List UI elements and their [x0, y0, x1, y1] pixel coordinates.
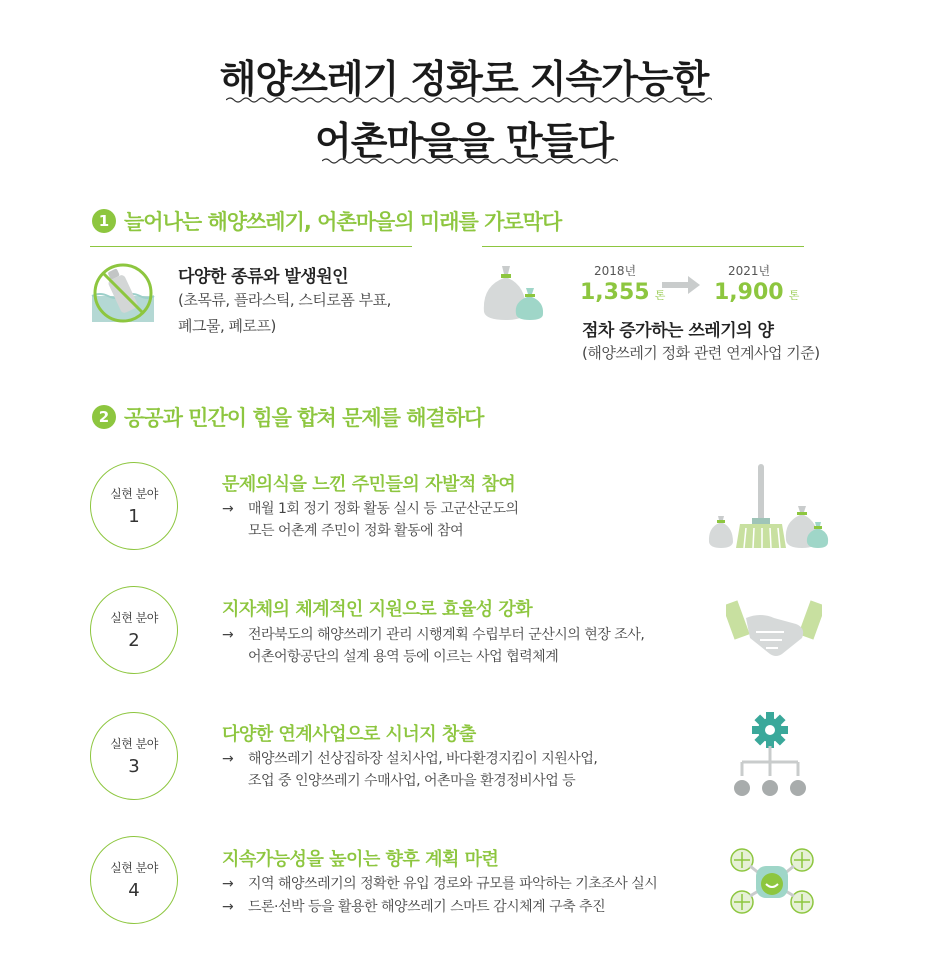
no-plastic-icon [90, 262, 156, 324]
field-label: 실현 분야 [110, 611, 158, 625]
field-label: 실현 분야 [110, 737, 158, 751]
field-circle-4 [90, 836, 178, 924]
title-wave-underline-2 [322, 157, 618, 165]
field-label: 실현 분야 [110, 487, 158, 501]
drone-icon [728, 846, 816, 916]
field-4-bullet-2: → 드론·선박 등을 활용한 해양쓰레기 스마트 감시체계 구축 추진 [222, 899, 606, 915]
field-circle-2 [90, 586, 178, 674]
value-from-group [580, 280, 665, 305]
section1-right-divider [482, 246, 804, 247]
section1-title: 늘어나는 해양쓰레기, 어촌마을의 미래를 가로막다 [124, 210, 562, 234]
gear-network-icon [732, 710, 808, 802]
section2-number: 2 [92, 405, 116, 429]
value-to: 1,900 [714, 280, 784, 305]
field-title-1: 문제의식을 느낀 주민들의 자발적 참여 [222, 474, 516, 495]
field-3-bullet-1: → 해양쓰레기 선상집하장 설치사업, 바다환경지킴이 지원사업, [222, 751, 598, 767]
field-circle-3 [90, 712, 178, 800]
section2-header [92, 402, 483, 432]
increase-heading: 점차 증가하는 쓰레기의 양 [582, 321, 774, 341]
trash-bags-icon [480, 260, 546, 324]
field-title-4: 지속가능성을 높이는 향후 계획 마련 [222, 849, 499, 870]
field-2-bullet-1-cont: 어촌어항공단의 설계 용역 등에 이르는 사업 협력체계 [248, 649, 559, 665]
field-1-bullet-1-cont: 모든 어촌계 주민이 정화 활동에 참여 [248, 523, 464, 539]
section2-title: 공공과 민간이 힘을 합쳐 문제를 해결하다 [124, 406, 484, 430]
handshake-icon [726, 598, 822, 660]
page-title-line1: 해양쓰레기 정화로 지속가능한 [219, 57, 709, 101]
field-number: 2 [128, 630, 140, 651]
increase-arrow-icon [662, 276, 700, 294]
field-1-bullet-1: → 매월 1회 정기 정화 활동 실시 등 고군산군도의 [222, 501, 519, 517]
section1-left-divider [90, 246, 412, 247]
field-number: 3 [128, 756, 140, 777]
broom-trash-icon [706, 462, 832, 550]
year-to: 2021년 [728, 264, 771, 278]
field-4-bullet-1: → 지역 해양쓰레기의 정확한 유입 경로와 규모를 파악하는 기초조사 실시 [222, 876, 658, 892]
year-from: 2018년 [594, 264, 637, 278]
section1-number: 1 [92, 209, 116, 233]
value-to-group [714, 280, 799, 305]
field-circle-1 [90, 462, 178, 550]
field-label: 실현 분야 [110, 861, 158, 875]
field-3-bullet-1-cont: 조업 중 인양쓰레기 수매사업, 어촌마을 환경정비사업 등 [248, 773, 576, 789]
field-title-3: 다양한 연계사업으로 시너지 창출 [222, 724, 476, 745]
unit-to: 톤 [788, 289, 800, 302]
cause-line-2: 폐그물, 폐로프) [178, 317, 276, 335]
field-2-bullet-1: → 전라북도의 해양쓰레기 관리 시행계획 수립부터 군산시의 현장 조사, [222, 627, 645, 643]
field-number: 1 [128, 506, 140, 527]
value-from: 1,355 [580, 280, 650, 305]
page-title-line2: 어촌마을을 만들다 [315, 119, 613, 163]
title-wave-underline-1 [226, 96, 712, 104]
field-number: 4 [128, 880, 140, 901]
cause-heading: 다양한 종류와 발생원인 [178, 267, 349, 287]
field-title-2: 지자체의 체계적인 지원으로 효율성 강화 [222, 599, 533, 620]
section1-header [92, 206, 561, 236]
unit-from: 톤 [654, 289, 666, 302]
cause-line-1: (초목류, 플라스틱, 스티로폼 부표, [178, 291, 391, 309]
increase-note: (해양쓰레기 정화 관련 연계사업 기준) [582, 344, 820, 362]
